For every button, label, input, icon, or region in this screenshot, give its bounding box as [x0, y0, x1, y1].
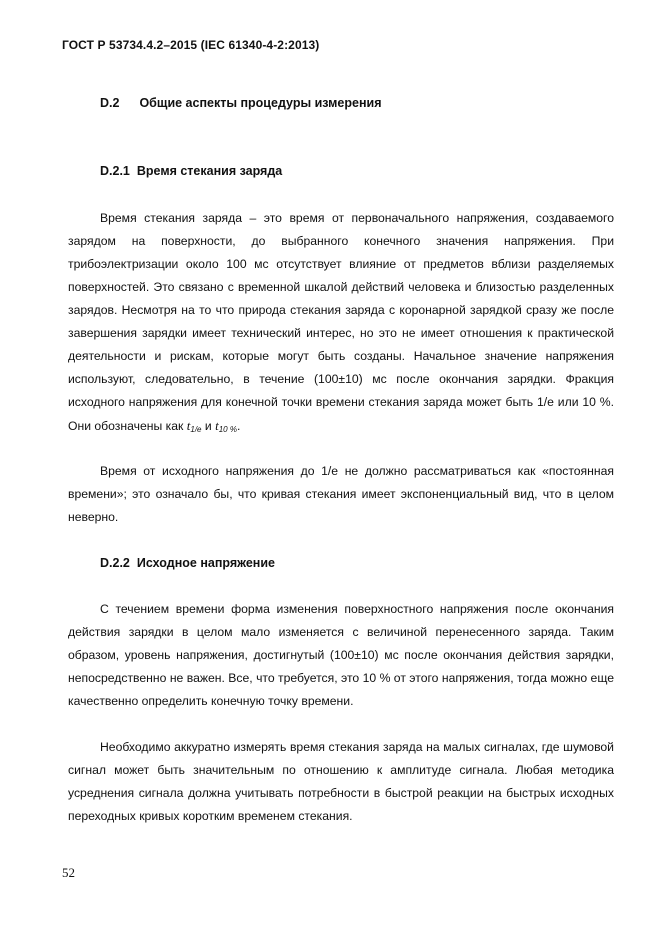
section-number: D.2 — [100, 96, 120, 110]
section-heading-d22 — [100, 556, 275, 570]
paragraph-small-signals: Необходимо аккуратно измерять время стекания заряда на малых сигналах, где шумовой сигнал может быть значительным по отношению к амплитуде сигнала. Любая методика усреднения сигнала должна учитывать потребности в быстрой реакции на быстрых исходных переходных кривых коротким временем стекания. — [68, 740, 614, 823]
symbol-t-1e — [187, 418, 202, 433]
document-header: ГОСТ Р 53734.4.2–2015 (IEC 61340-4-2:2013) — [62, 38, 320, 52]
paragraph-charge-decay-time — [68, 207, 614, 441]
symbol-base: t — [186, 418, 191, 433]
section-title: Время стекания заряда — [136, 164, 283, 178]
section-number: D.2.1 — [100, 164, 130, 178]
sentence-end: . — [236, 419, 241, 433]
page-number: 52 — [62, 865, 75, 880]
section-heading-d2 — [100, 96, 382, 110]
symbol-subscript: 1/e — [190, 425, 202, 434]
symbol-subscript: 10 % — [218, 425, 237, 434]
paragraph-text: Время стекания заряда – это время от первоначального напряжения, создаваемого зарядом на поверхности, до выбранного конечного значения напряжения. При трибоэлектризации около 100 мс отсутствует влияние от предметов вблизи разделяемых поверхностей. Это связано с временной шкалой действий человека и близостью разделенных зарядов. Несмотря на то что природа стекания заряда с коронарной зарядкой сразу же после завершения зарядки имеет технический интерес, но это не имеет отношения к практической деятельности и рискам, которые могут быть созданы. Начальное значение напряжения используют, следовательно, в течение (100±10) мс после окончания зарядки. Фракция исходного напряжения для конечной точки времени стекания заряда может быть 1/e или 10 %. Они обозначены как — [68, 211, 614, 433]
section-heading-d21 — [100, 164, 282, 178]
symbol-t-10 — [215, 418, 237, 433]
section-title: Исходное напряжение — [136, 556, 275, 570]
paragraph-initial-voltage: С течением времени форма изменения поверхностного напряжения после окончания действия зарядки в целом мало изменяется с величиной перенесенного заряда. Таким образом, уровень напряжения, достигнутый (100±10) мс после окончания действия зарядки, непосредственно не важен. Все, что требуется, это 10 % от этого напряжения, тогда можно еще качественно определить конечную точку времени. — [68, 602, 614, 708]
conjunction-text: и — [204, 419, 212, 433]
paragraph-time-constant: Время от исходного напряжения до 1/e не должно рассматриваться как «постоянная времени»; это означало бы, что кривая стекания имеет экспоненциальный вид, что в целом неверно. — [68, 464, 614, 524]
section-number: D.2.2 — [100, 556, 130, 570]
symbol-base: t — [215, 418, 219, 433]
section-title: Общие аспекты процедуры измерения — [139, 96, 382, 110]
